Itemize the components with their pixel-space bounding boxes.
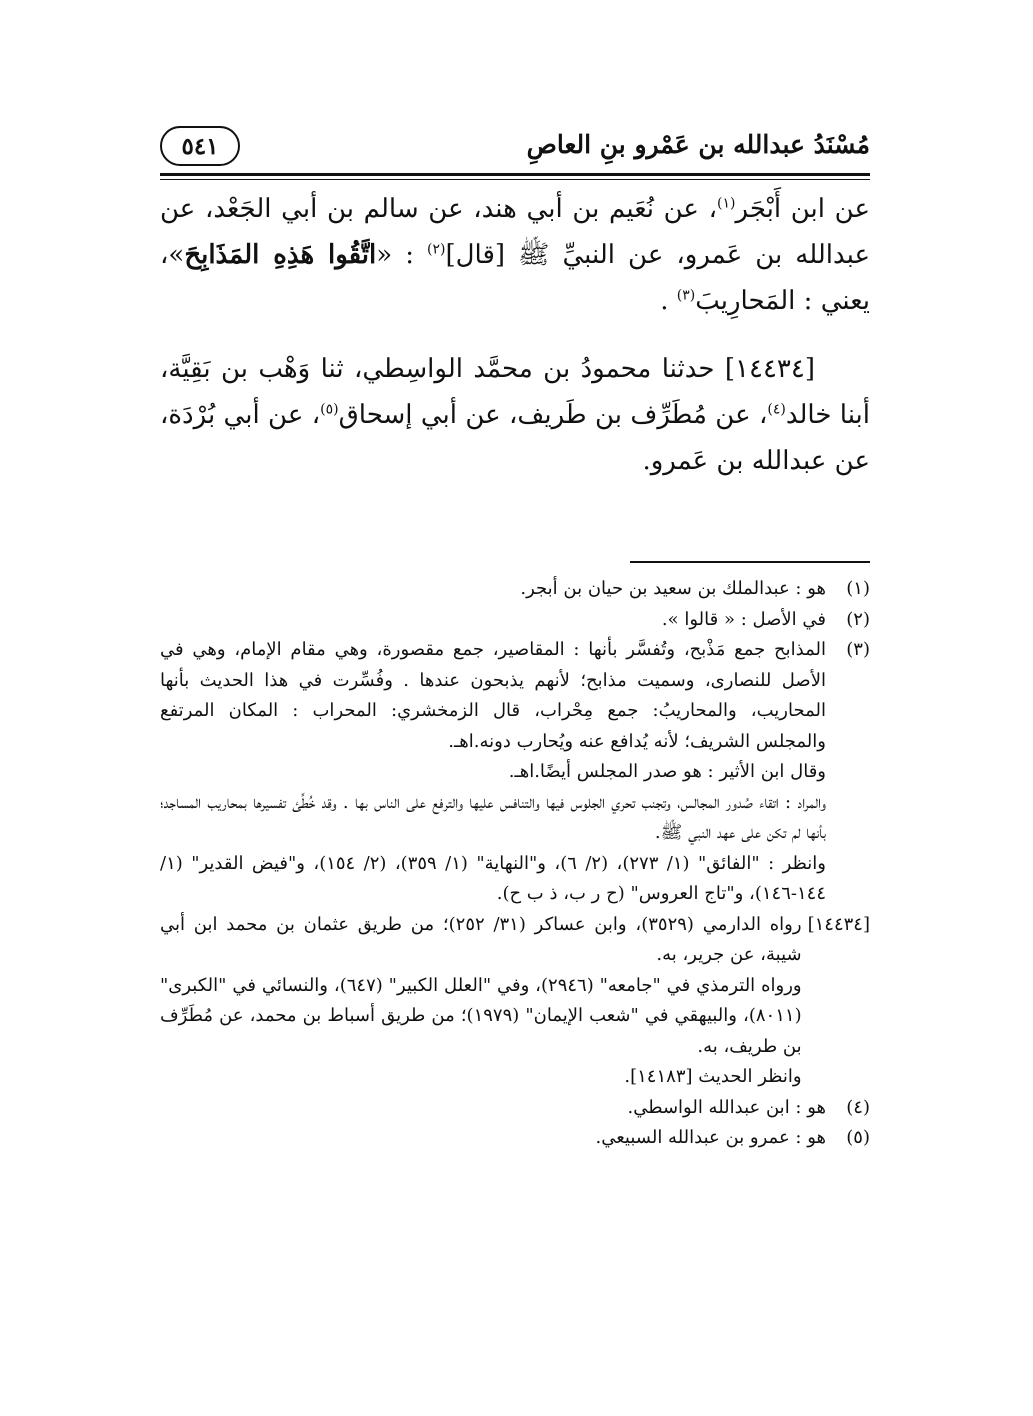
footnote-2 xyxy=(160,605,870,636)
footnote-paragraph: ورواه الترمذي في "جامعه" (٢٩٤٦)، وفي "العلل الكبير" (٦٤٧)، والنسائي في "الكبرى" (٨٠١١)، والبيهقي في "شعب الإيمان" (١٩٧٩)؛ من طريق أسباط بن محمد، عن مُطَرِّف بن طريف، به. xyxy=(160,974,802,1057)
text-run: ، عن مُطَرِّف بن طَريف، عن أبي إسحاق xyxy=(338,400,768,430)
footnote-separator xyxy=(630,561,870,563)
text-run: ، عن أبي بُرْدَة، عن عبدالله بن عَمرو. xyxy=(160,400,870,476)
running-title: مُسْنَدُ عبدالله بن عَمْرو بنِ العاصِ xyxy=(526,130,870,159)
footnote-number: (١) xyxy=(846,578,870,599)
main-text xyxy=(160,186,870,484)
hadith-number: [١٤٤٣٤] xyxy=(807,913,870,935)
paragraph-isnad-1 xyxy=(160,186,870,324)
text-run: ، عن نُعَيم بن أبي هند، عن سالم بن أبي الجَعْد، عن عبدالله بن عَمرو، عن النبيِّ ﷺ [قال] xyxy=(160,194,871,270)
header-rule-thick xyxy=(160,173,870,176)
paragraph-hadith-14434 xyxy=(160,346,870,484)
page-header xyxy=(160,126,870,170)
page-number-badge: ٥٤١ xyxy=(160,126,240,166)
footnote-text: هو : عبدالملك بن سعيد بن حيان بن أبجر. xyxy=(520,578,826,599)
text-run: [١٤٤٣٤] حدثنا محمودُ بن محمَّد الواسِطي، ثنا وَهْب بن بَقِيَّة، أبنا خالد xyxy=(160,354,871,430)
footnote-paragraph: وقال ابن الأثير : هو صدر المجلس أيضًا.اهـ. xyxy=(508,761,826,782)
text-run: عن ابن أَبْجَر xyxy=(735,194,870,224)
footnote-paragraph: وانظر الحديث [١٤١٨٣]. xyxy=(624,1066,802,1087)
text-run: : « xyxy=(376,240,428,270)
footnote-ref-2[interactable]: (٢) xyxy=(427,241,446,258)
footnotes-section xyxy=(160,574,870,1154)
footnote-number: (٤) xyxy=(846,1096,870,1118)
header-rule-thin xyxy=(160,179,870,180)
footnote-number: (٥) xyxy=(846,1127,870,1148)
hadith-quote: اتَّقُوا هَذِهِ المَذَابِحَ xyxy=(184,240,377,270)
footnote-ref-4[interactable]: (٤) xyxy=(767,401,786,418)
footnote-text: هو : عمرو بن عبدالله السبيعي. xyxy=(595,1127,826,1148)
footnote-ref-5[interactable]: (٥) xyxy=(320,401,339,418)
footnote-paragraph: والمراد : اتقاء صُدور المجالس، وتجنب تحري الجلوس فيها والتنافس عليها والترفع على الناس بها . وقد خُطِّئ تفسيرها بمحاريب المساجد؛ بأنها لم تكن على عهد النبي ﷺ. xyxy=(160,791,826,843)
footnote-1 xyxy=(160,574,870,605)
footnote-paragraph: المذابح جمع مَذْبح، وتُفسَّر بأنها : المقاصير، جمع مقصورة، وهي مقام الإمام، وهي في الأصل للنصارى، وسميت مذابح؛ لأنهم يذبحون عندها . وفُسِّرت في هذا الحديث بأنها المحاريب، والمحاريبُ: جمع مِحْراب، قال الزمخشري: المحراب : المكان المرتفع والمجلس الشريف؛ لأنه يُدافع عنه ويُحارب دونه.اهـ. xyxy=(160,639,827,752)
footnote-ref-1[interactable]: (١) xyxy=(717,195,736,212)
text-run: . xyxy=(660,286,677,316)
footnote-number: (٣) xyxy=(846,639,870,660)
footnote-text: هو : ابن عبدالله الواسطي. xyxy=(627,1096,826,1118)
footnote-3 xyxy=(160,635,870,910)
footnote-5 xyxy=(160,1123,870,1154)
takhrij-note-14434 xyxy=(160,910,870,1093)
footnote-number: (٢) xyxy=(846,608,870,630)
footnote-paragraph: رواه الدارمي (٣٥٢٩)، وابن عساكر (٣١/ ٢٥٢)؛ من طريق عثمان بن محمد ابن أبي شيبة، عن جرير، به. xyxy=(160,913,802,965)
text-run: »، يعني : المَحارِيبَ xyxy=(160,240,870,316)
footnote-ref-3[interactable]: (٣) xyxy=(676,287,696,304)
footnote-paragraph: وانظر : "الفائق" (١/ ٢٧٣)، (٢/ ٦)، و"النهاية" (١/ ٣٥٩)، (٢/ ١٥٤)، و"فيض القدير" (١/ ١٤٤-١٤٦)، و"تاج العروس" (ح ر ب، ذ ب ح). xyxy=(160,852,826,904)
footnote-4 xyxy=(160,1093,870,1124)
footnote-text: في الأصل : « قالوا ». xyxy=(661,608,826,630)
